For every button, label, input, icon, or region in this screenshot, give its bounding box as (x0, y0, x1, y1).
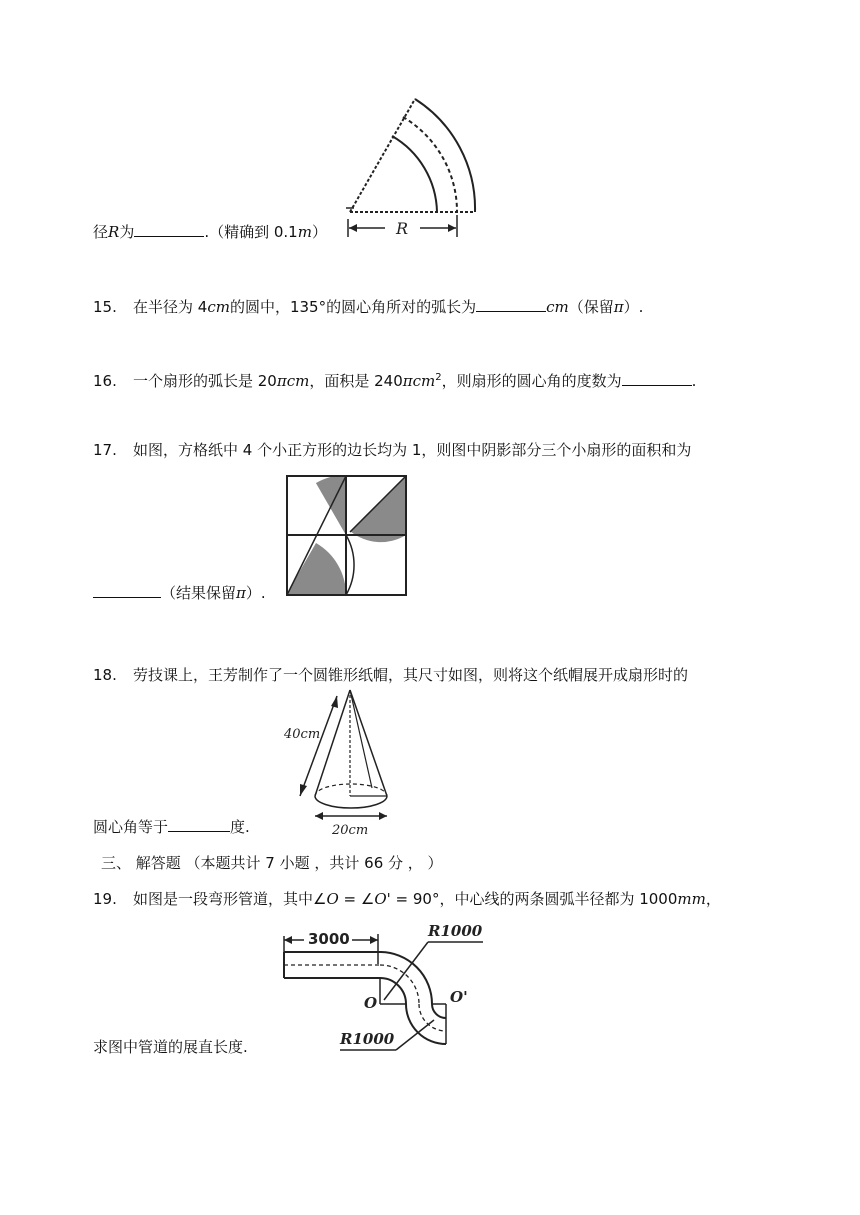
length-label: 3000 (308, 930, 350, 948)
question-16: 16. 一个扇形的弧长是 20πcm，面积是 240πcm$^2$，则扇形的圆心角的度数为 . (93, 372, 697, 390)
pipe-figure (278, 918, 488, 1053)
center-o-prime-label: O' (450, 988, 468, 1006)
q14-tail-line: 径R为 .（精确到 0.1m） (93, 223, 327, 241)
base-label: 20cm (332, 823, 369, 838)
center-o-label: O (364, 994, 378, 1012)
sector-ring-figure (340, 95, 480, 240)
question-17: 17. 如图，方格纸中 4 个小正方形的边长均为 1，则图中阴影部分三个小扇形的面积和为 (93, 441, 692, 459)
question-15: 15. 在半径为 4cm的圆中，135°的圆心角所对的弧长为 cm（保留π）. (93, 298, 644, 316)
radius-label-top: R1000 (428, 922, 483, 940)
cone-figure (282, 688, 422, 838)
slant-label: 40cm (284, 727, 321, 742)
question-18-answer-line: 圆心角等于 度. (93, 818, 250, 836)
radius-label-bottom: R1000 (340, 1030, 395, 1048)
question-17-answer-line: （结果保留π）. (93, 583, 266, 603)
section-3-heading: 三、 解答题 （本题共计 7 小题 ，共计 66 分 ， ） (101, 854, 443, 872)
question-18: 18. 劳技课上，王芳制作了一个圆锥形纸帽，其尺寸如图，则将这个纸帽展开成扇形时的 (93, 666, 689, 684)
radius-label: R (396, 219, 409, 238)
question-19: 19. 如图是一段弯形管道，其中∠O = ∠O' = 90°，中心线的两条圆弧半径都为 1000mm， (93, 890, 721, 908)
grid-sectors-figure (286, 475, 408, 597)
question-19-line2: 求图中管道的展直长度. (93, 1038, 248, 1056)
